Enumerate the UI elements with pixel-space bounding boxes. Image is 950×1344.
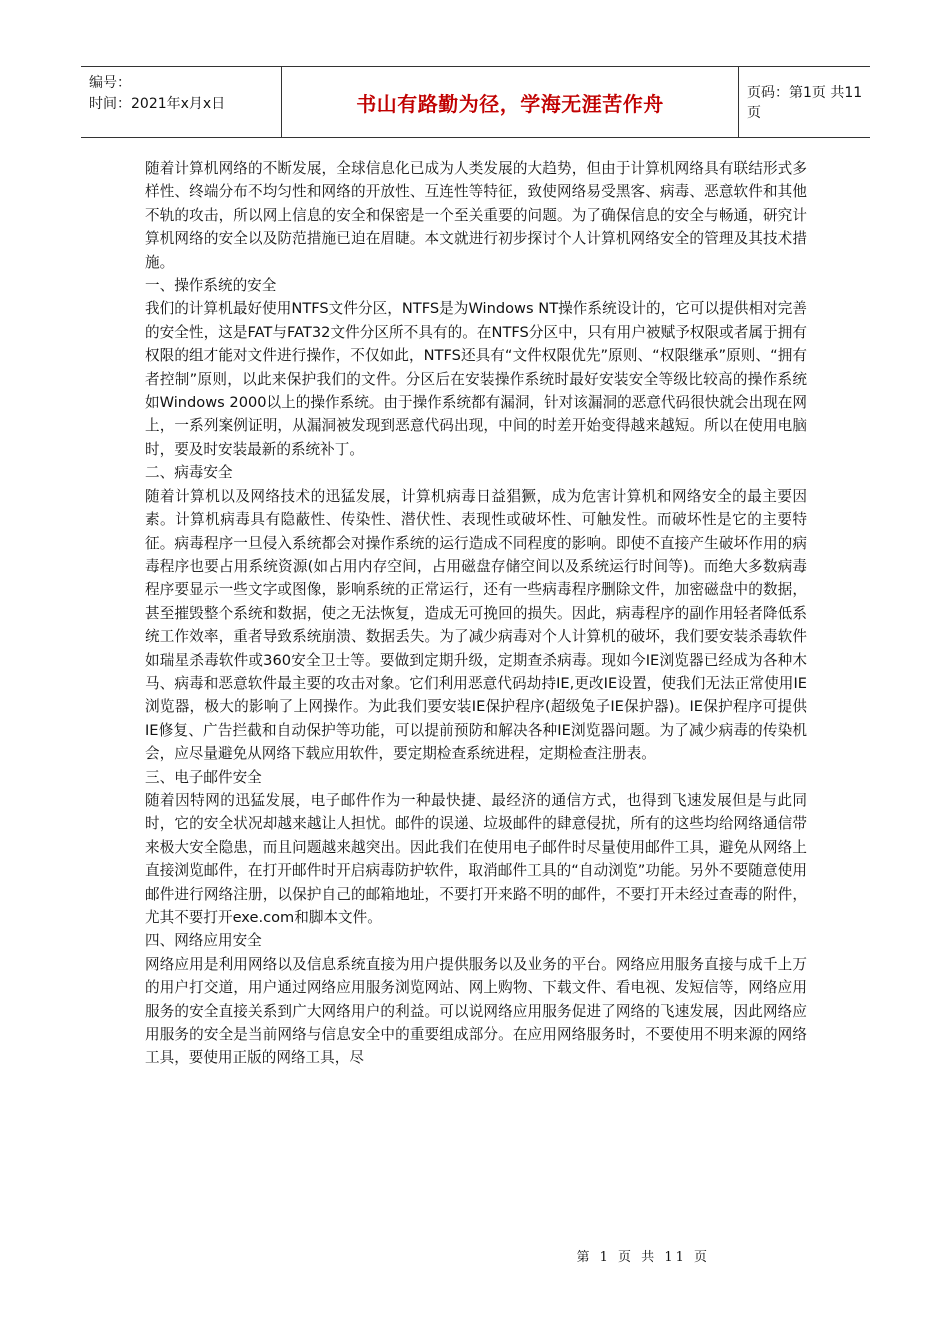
header-page-info: 页码：第1页 共11页 xyxy=(747,85,863,121)
section-heading-os-security: 一、操作系统的安全 xyxy=(145,277,277,295)
section-heading-virus-security: 二、病毒安全 xyxy=(145,464,233,482)
section-text-virus-security: 随着计算机以及网络技术的迅猛发展，计算机病毒日益猖獗，成为危害计算机和网络安全的最主要因素。计算机病毒具有隐蔽性、传染性、潜伏性、表现性或破坏性、可触发性。而破坏性是它的主要特征。病毒程序一旦侵入系统都会对操作系统的运行造成不同程度的影响。即使不直接产生破坏作用的病毒程序也要占用系统资源(如占用内存空间，占用磁盘存储空间以及系统运行时间等)。而绝大多数病毒程序要显示一些文字或图像，影响系统的正常运行，还有一些病毒程序删除文件，加密磁盘中的数据，甚至摧毁整个系统和数据，使之无法恢复，造成无可挽回的损失。因此，病毒程序的副作用轻者降低系统工作效率，重者导致系统崩溃、数据丢失。为了减少病毒对个人计算机的破坏，我们要安装杀毒软件如瑞星杀毒软件或360安全卫士等。要做到定期升级，定期查杀病毒。现如今IE浏览器已经成为各种木马、病毒和恶意软件最主要的攻击对象。它们利用恶意代码劫持IE,更改IE设置，使我们无法正常使用IE浏览器，极大的影响了上网操作。为此我们要安装IE保护程序(超级兔子IE保护器)。IE保护程序可提供IE修复、广告拦截和自动保护等功能，可以提前预防和解决各种IE浏览器问题。为了减少病毒的传染机会，应尽量避免从网络下载应用软件，要定期检查系统进程，定期检查注册表。 xyxy=(145,487,807,763)
intro-paragraph: 随着计算机网络的不断发展，全球信息化已成为人类发展的大趋势，但由于计算机网络具有联结形式多样性、终端分布不均匀性和网络的开放性、互连性等特征，致使网络易受黑客、病毒、恶意软件和其他不轨的攻击，所以网上信息的安全和保密是一个至关重要的问题。为了确保信息的安全与畅通，研究计算机网络的安全以及防范措施已迫在眉睫。本文就进行初步探讨个人计算机网络安全的管理及其技术措施。 xyxy=(145,160,807,271)
document-date: 时间：2021年x月x日 xyxy=(89,96,226,112)
header-motto: 书山有路勤为径，学海无涯苦作舟 xyxy=(356,91,664,116)
document-number-label: 编号： xyxy=(89,75,131,91)
document-body xyxy=(145,157,807,1070)
section-heading-email-security: 三、电子邮件安全 xyxy=(145,768,262,786)
section-text-os-security: 我们的计算机最好使用NTFS文件分区，NTFS是为Windows NT操作系统设计的，它可以提供相对完善的安全性，这是FAT与FAT32文件分区所不具有的。在NTFS分区中，只有用户被赋予权限或者属于拥有权限的组才能对文件进行操作，不仅如此，NTFS还具有“文件权限优先”原则、“权限继承”原则、“拥有者控制”原则，以此来保护我们的文件。分区后在安装操作系统时最好安装安全等级比较高的操作系统如Windows 2000以上的操作系统。由于操作系统都有漏洞，针对该漏洞的恶意代码很快就会出现在网上，一系列案例证明，从漏洞被发现到恶意代码出现，中间的时差开始变得越来越短。所以在使用电脑时，要及时安装最新的系统补丁。 xyxy=(145,300,807,458)
section-text-network-app-security: 网络应用是利用网络以及信息系统直接为用户提供服务以及业务的平台。网络应用服务直接与成千上万的用户打交道，用户通过网络应用服务浏览网站、网上购物、下载文件、看电视、发短信等，网络应用服务的安全直接关系到广大网络用户的利益。可以说网络应用服务促进了网络的飞速发展，因此网络应用服务的安全是当前网络与信息安全中的重要组成部分。在应用网络服务时，不要使用不明来源的网络工具，要使用正版的网络工具，尽 xyxy=(145,955,807,1067)
header-meta xyxy=(81,67,281,137)
page-header xyxy=(81,66,870,138)
section-text-email-security: 随着因特网的迅猛发展，电子邮件作为一种最快捷、最经济的通信方式，也得到飞速发展但是与此同时，它的安全状况却越来越让人担忧。邮件的误递、垃圾邮件的肆意侵扰，所有的这些均给网络通信带来极大安全隐患，而且问题越来越突出。因此我们在使用电子邮件时尽量使用邮件工具，避免从网络上直接浏览邮件，在打开邮件时开启病毒防护软件，取消邮件工具的“自动浏览”功能。另外不要随意使用邮件进行网络注册，以保护自己的邮箱地址，不要打开来路不明的邮件，不要打开未经过查毒的附件，尤其不要打开exe.com和脚本文件。 xyxy=(145,791,807,926)
section-heading-network-app-security: 四、网络应用安全 xyxy=(145,932,262,950)
page-footer: 第 1 页 共 11 页 xyxy=(576,1250,710,1265)
header-motto-cell xyxy=(281,67,739,137)
